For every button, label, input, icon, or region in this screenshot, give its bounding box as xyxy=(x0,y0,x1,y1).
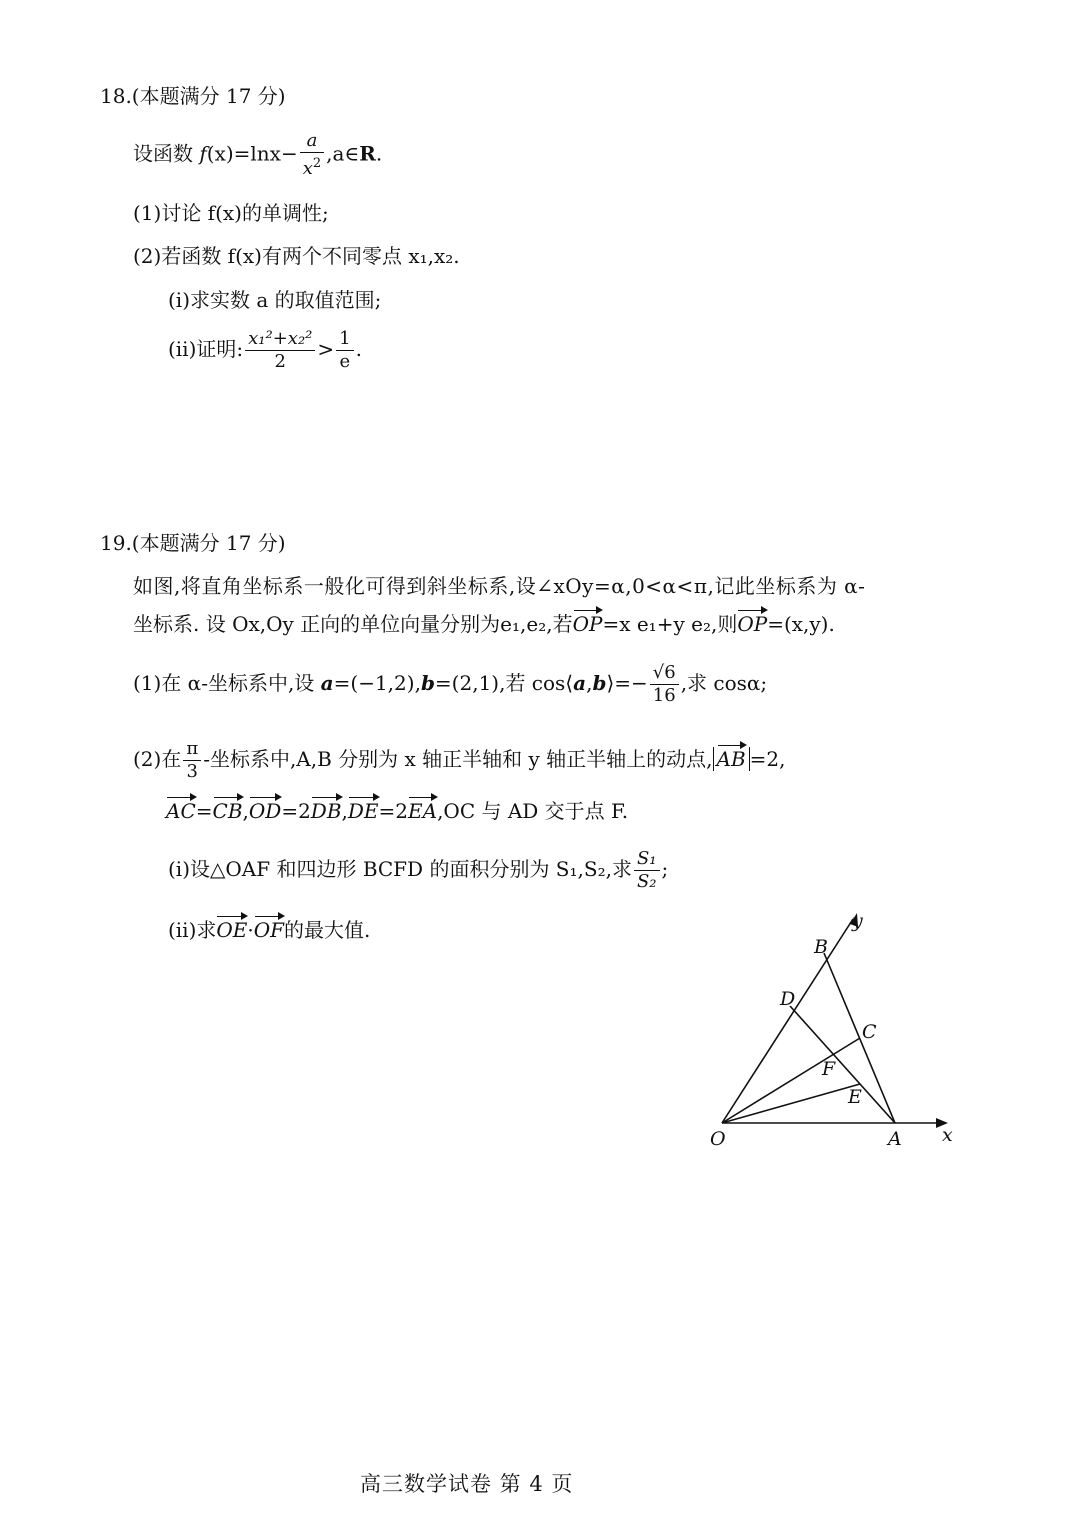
label-B: B xyxy=(814,936,828,958)
q19-part2-conditions: AC=CB,OD=2DB,DE=2EA,OC 与 AD 交于点 F. xyxy=(166,793,628,824)
q18-part2-ii: (ⅱ)证明: $\frac{\text{x₁²+x₂²}}{2}$ > $\frac{1}{e}$ . xyxy=(168,328,362,372)
q18-intro: 设函数 f(x)=lnx− $\frac{a}{x^2}$ ,a∈R. xyxy=(133,130,383,179)
segment-OC xyxy=(722,1038,860,1123)
label-y: y xyxy=(852,910,863,932)
label-O: O xyxy=(710,1128,726,1150)
q18-header: 18.(本题满分 17 分) xyxy=(100,84,286,108)
label-D: D xyxy=(780,988,796,1010)
q18-part1: (1)讨论 f(x)的单调性; xyxy=(133,201,329,225)
q19-intro-line1: 如图,将直角坐标系一般化可得到斜坐标系,设∠xOy=α,0<α<π,记此坐标系为 α- xyxy=(133,574,866,598)
label-C: C xyxy=(862,1021,877,1043)
q19-header: 19.(本题满分 17 分) xyxy=(100,531,286,555)
q19-part2-i: (ⅰ)设△OAF 和四边形 BCFD 的面积分别为 S₁,S₂,求 $\frac{\text{S₁}}{\text{S₂}}$ ; xyxy=(168,848,669,892)
q19-part2: (2)在 $\frac{\pi}{3}$ -坐标系中,A,B 分别为 x 轴正半轴和 y 轴正半轴上的动点, AB =2, xyxy=(133,738,786,782)
label-E: E xyxy=(848,1086,862,1108)
oblique-coordinate-figure xyxy=(700,905,970,1155)
label-F: F xyxy=(822,1058,836,1080)
page-footer: 高三数学试卷 第 4 页 xyxy=(360,1472,574,1496)
q18-part2-i: (ⅰ)求实数 a 的取值范围; xyxy=(168,288,382,312)
segment-AD xyxy=(790,1006,895,1123)
label-x: x xyxy=(942,1124,953,1146)
q19-part2-ii: (ⅱ)求OE·OF的最大值. xyxy=(168,912,370,943)
y-axis xyxy=(722,919,853,1123)
q18-part2: (2)若函数 f(x)有两个不同零点 x₁,x₂. xyxy=(133,244,460,268)
q19-intro-line2: 坐标系. 设 Ox,Oy 正向的单位向量分别为e₁,e₂,若OP=x e₁+y e₂,则OP=(x,y). xyxy=(133,606,835,637)
q19-part1: (1)在 α-坐标系中,设 a=(−1,2),b=(2,1),若 cos⟨a,b⟩=− $\frac{√6}{16}$ ,求 cosα; xyxy=(133,662,768,706)
label-A: A xyxy=(888,1128,902,1150)
